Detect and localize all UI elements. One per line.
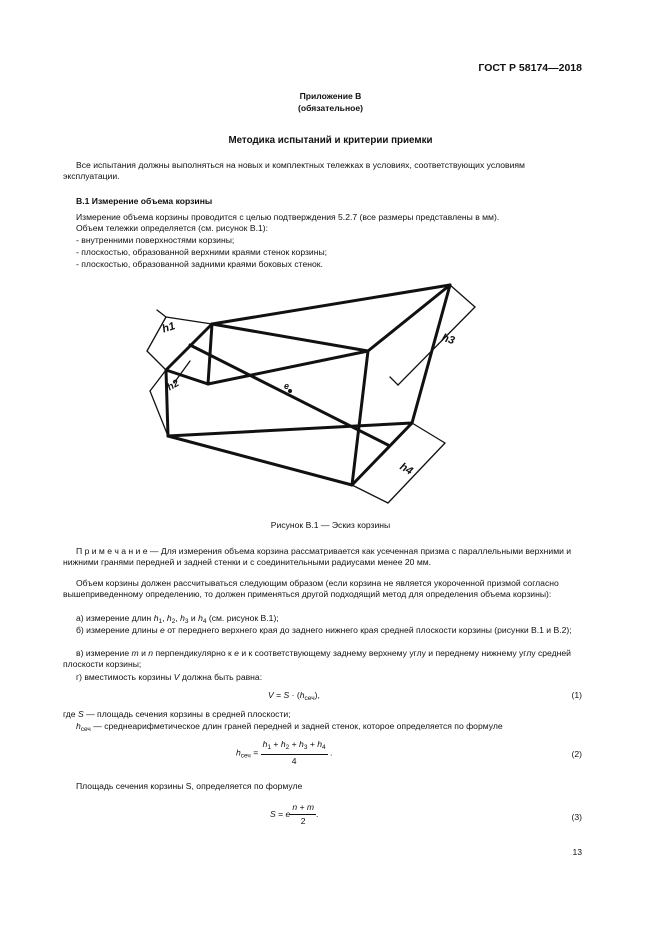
step-c: в) измерение m и n перпендикулярно к e и к соответствующему заднему верхнему углу и переднему нижнему углу средней плоскости корзины; bbox=[63, 648, 571, 670]
list-item: - плоскостью, образованной задними краями боковых стенок. bbox=[76, 259, 323, 269]
dimension-label-h4: h4 bbox=[397, 460, 415, 478]
list-item: - внутренними поверхностями корзины; bbox=[76, 235, 235, 245]
dimension-label-h1: h1 bbox=[160, 320, 177, 336]
area-text: Площадь сечения корзины S, определяется по формуле bbox=[76, 781, 303, 791]
equation-1-number: (1) bbox=[571, 690, 582, 700]
equation-1: $V = S \cdot (h_{сеч})$, bbox=[268, 690, 320, 702]
basket-sketch-figure bbox=[120, 265, 500, 510]
page-number: 13 bbox=[572, 847, 582, 857]
where-h: $h_{сеч}$ — среднеарифметическое длин граней передней и задней стенок, которое определяется по формуле bbox=[76, 721, 503, 733]
volume-paragraph: Объем корзины должен рассчитываться следующим образом (если корзина не является укороченной призмой согласно вышеприведенному определению, то должен применяться другой подходящий метод для определения объема корзины): bbox=[63, 578, 559, 600]
subsection-heading: В.1 Измерение объема корзины bbox=[76, 196, 213, 206]
step-d: г) вместимость корзины V должна быть равна: bbox=[76, 672, 263, 682]
equation-3-number: (3) bbox=[571, 812, 582, 822]
appendix-status: (обязательное) bbox=[297, 103, 364, 113]
where-s: где S — площадь сечения корзины в средней плоскости; bbox=[63, 709, 291, 719]
step-a: а) измерение длин $h_1$, $h_2$, $h_3$ и $h_4$ (см. рисунок В.1); bbox=[76, 613, 279, 625]
note-label: П р и м е ч а н и е bbox=[76, 546, 148, 556]
step-b: б) измерение длины e от переднего верхнего края до заднего нижнего края средней плоскости корзины (рисунки В.1 и В.2); bbox=[76, 625, 572, 635]
standard-number: ГОСТ Р 58174—2018 bbox=[478, 62, 582, 74]
appendix-title: Приложение В bbox=[299, 91, 362, 101]
equation-3: S = e $\frac{n + m}{2}$ . bbox=[270, 802, 319, 827]
intro-paragraph: Все испытания должны выполняться на новых и комплектных тележках в условиях, соответствующих условиям эксплуатации. bbox=[63, 160, 525, 182]
figure-caption: Рисунок В.1 — Эскиз корзины bbox=[270, 520, 391, 530]
dimension-label-h2: h2 bbox=[165, 377, 182, 394]
section-title: Методика испытаний и критерии приемки bbox=[228, 135, 433, 146]
equation-2-number: (2) bbox=[571, 749, 582, 759]
dimension-label-e: e bbox=[284, 381, 290, 391]
equation-2: $h_{сеч}$ = $\frac{h_1 + h_2 + h_3 + h_4}{4}$ . bbox=[236, 739, 333, 767]
paragraph: Измерение объема корзины проводится с целью подтверждения 5.2.7 (все размеры представлены в мм). bbox=[76, 212, 500, 222]
list-item: - плоскостью, образованной верхними краями стенок корзины; bbox=[76, 247, 328, 257]
paragraph: Объем тележки определяется (см. рисунок В.1): bbox=[76, 223, 268, 233]
note-paragraph bbox=[63, 546, 583, 568]
dimension-label-h3: h3 bbox=[440, 331, 457, 348]
note-text: — Для измерения объема корзина рассматривается как усеченная призма с параллельными верхними и нижними гранями передней и задней стенки и с соединительными радиусами менее 20 мм. bbox=[63, 546, 572, 568]
